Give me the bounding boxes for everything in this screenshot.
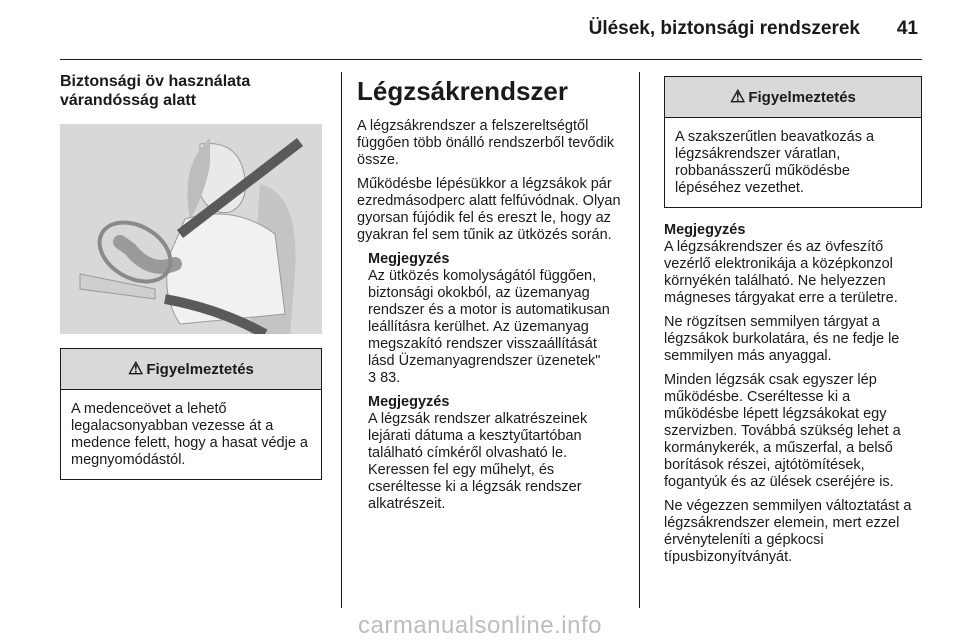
- warning-box-pregnancy: [60, 348, 322, 480]
- section-heading-pregnancy: Biztonsági öv használata várandósság alatt: [60, 73, 251, 109]
- note-title: Megjegyzés: [664, 222, 746, 238]
- note-title: Megjegyzés: [368, 394, 450, 410]
- header-rule: [60, 59, 922, 60]
- header-title: Ülések, biztonsági rendszerek: [588, 18, 860, 39]
- warning-title: Figyelmeztetés: [748, 88, 856, 106]
- pregnant-driver-illustration: [60, 124, 322, 334]
- note-text: A légzsákrendszer és az övfeszítő vezérlő elektronikája a középkonzol környékén található. Ne helyezzen mágneses tárgyakat erre a területre.: [664, 239, 898, 306]
- page-reference: 3 83.: [368, 370, 401, 386]
- pregnant-driver-image: [60, 124, 322, 334]
- paragraph: Minden légzsák csak egyszer lép működésbe. Cseréltesse ki a működésbe lépett légzsákokat egy szervizben. Továbbá szükség lehet a kormánykerék, a műszerfal, a belső borítások részei, ajtótömítések, fogantyúk és az ülések cseréjére is.: [664, 372, 901, 490]
- paragraph: A légzsákrendszer a felszereltségtől függően több önálló rendszerből tevődik össze.: [357, 118, 615, 168]
- warning-title: Figyelmeztetés: [146, 360, 254, 378]
- warning-header: [665, 77, 921, 118]
- paragraph: Ne végezzen semmilyen változtatást a légzsákrendszer elemein, mert ezzel érvényteleníti a gépkocsi típusbizonyítványát.: [664, 498, 912, 565]
- warning-triangle-icon: ⚠: [730, 87, 746, 106]
- note-fuel-cutoff: [368, 251, 625, 513]
- note-text: Az ütközés komolyságától függően, biztonsági okokból, az üzemanyag rendszer és a motor is automatikusan leállításra kerülhet. Az üzemanyag megszakító rendszer visszaállítását lásd Üzemanyagrendszer üzenetek": [368, 268, 610, 369]
- page-header: [0, 18, 960, 48]
- column-divider-1: [341, 72, 342, 608]
- warning-box-airbag: [664, 76, 922, 208]
- paragraph: Működésbe lépésükkor a légzsákok pár ezredmásodperc alatt felfúvódnak. Olyan gyorsan fújódik fel és ereszt le, hogy az gyakran fel sem tűnik az ütközés során.: [357, 176, 621, 243]
- warning-text: A medenceövet a lehető legalacsonyabban vezesse át a medence felett, hogy a hasat védje a megnyomódástól.: [71, 401, 308, 468]
- note-title: Megjegyzés: [368, 251, 450, 267]
- warning-header: [61, 349, 321, 390]
- column-1: [60, 72, 322, 480]
- warning-text: A szakszerűtlen beavatkozás a légzsákrendszer váratlan, robbanásszerű működésbe lépéséhez vezethet.: [675, 129, 875, 196]
- warning-triangle-icon: ⚠: [128, 359, 144, 378]
- section-heading-airbag: Légzsákrendszer: [357, 76, 568, 106]
- column-3: [664, 72, 922, 573]
- watermark: carmanualsonline.info: [358, 612, 602, 639]
- page-number: 41: [896, 18, 918, 39]
- column-2: [357, 72, 625, 520]
- column-divider-2: [639, 72, 640, 608]
- paragraph: Ne rögzítsen semmilyen tárgyat a légzsákok burkolatára, és ne fedje le semmilyen más anyaggal.: [664, 314, 900, 364]
- note-text: A légzsák rendszer alkatrészeinek lejárati dátuma a kesztyűtartóban található címkéről olvasható le. Keressen fel egy műhelyt, és cseréltesse ki a légzsák rendszer alkatrészeit.: [368, 411, 588, 512]
